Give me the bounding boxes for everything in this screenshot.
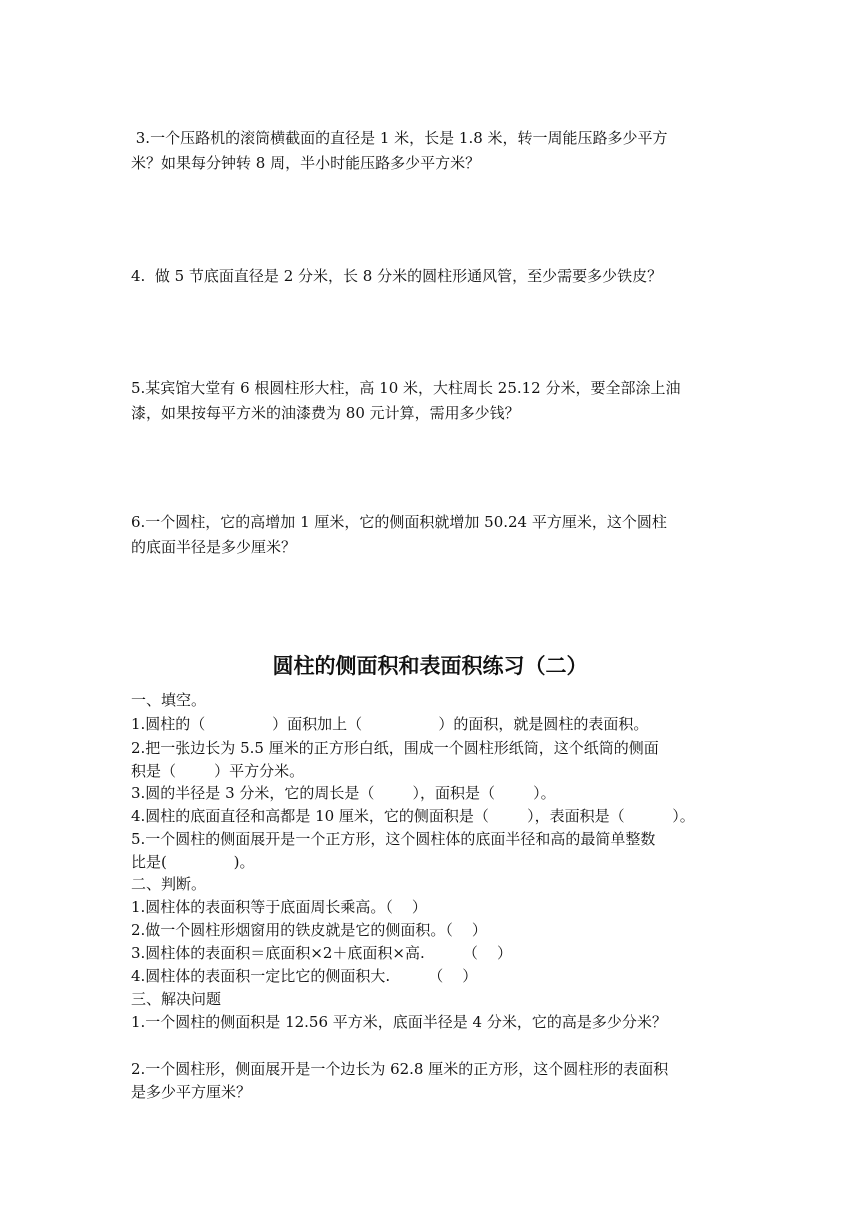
judgment-question-2: 2.做一个圆柱形烟窗用的铁皮就是它的侧面积。（ ）	[131, 921, 487, 939]
fill-in-question-4: 4.圆柱的底面直径和高都是 10 厘米，它的侧面积是（ ），表面积是（ ）。	[131, 807, 695, 825]
word-problem-2-line-2: 是多少平方厘米？	[131, 1083, 252, 1101]
fill-in-question-5-line-1: 5.一个圆柱的侧面展开是一个正方形，这个圆柱体的底面半径和高的最简单整数	[131, 830, 656, 848]
section-3-heading: 三、解决问题	[131, 990, 222, 1008]
section-1-heading: 一、填空。	[131, 691, 207, 709]
judgment-question-1: 1.圆柱体的表面积等于底面周长乘高。（ ）	[131, 898, 427, 916]
problem-5-line-2: 漆，如果按每平方米的油漆费为 80 元计算，需用多少钱？	[131, 404, 520, 422]
problem-5-line-1: 5.某宾馆大堂有 6 根圆柱形大柱，高 10 米，大柱周长 25.12 分米，要全部涂上油	[131, 379, 681, 397]
problem-6-line-2: 的底面半径是多少厘米？	[131, 538, 297, 556]
judgment-question-3: 3.圆柱体的表面积＝底面积×2＋底面积×高. （ ）	[131, 944, 512, 962]
problem-4-line-1: 4. 做 5 节底面直径是 2 分米，长 8 分米的圆柱形通风管，至少需要多少铁皮？	[131, 267, 663, 285]
page-title: 圆柱的侧面积和表面积练习（二）	[272, 653, 588, 678]
fill-in-question-3: 3.圆的半径是 3 分米，它的周长是（ ），面积是（ ）。	[131, 784, 556, 802]
fill-in-question-1: 1.圆柱的（ ）面积加上（ ）的面积，就是圆柱的表面积。	[131, 715, 649, 733]
fill-in-question-2-line-1: 2.把一张边长为 5.5 厘米的正方形白纸，围成一个圆柱形纸筒，这个纸筒的侧面	[131, 739, 659, 757]
word-problem-2-line-1: 2.一个圆柱形，侧面展开是一个边长为 62.8 厘米的正方形，这个圆柱形的表面积	[131, 1060, 669, 1078]
word-problem-1: 1.一个圆柱的侧面积是 12.56 平方米，底面半径是 4 分米，它的高是多少分米？	[131, 1013, 667, 1031]
fill-in-question-2-line-2: 积是（ ）平方分米。	[131, 762, 305, 780]
fill-in-question-5-line-2: 比是( )。	[131, 853, 255, 871]
problem-3-line-1: 3.一个压路机的滚筒横截面的直径是 1 米，长是 1.8 米，转一周能压路多少平方	[131, 129, 668, 147]
problem-6-line-1: 6.一个圆柱，它的高增加 1 厘米，它的侧面积就增加 50.24 平方厘米，这个圆柱	[131, 513, 667, 531]
section-2-heading: 二、判断。	[131, 875, 207, 893]
judgment-question-4: 4.圆柱体的表面积一定比它的侧面积大. （ ）	[131, 967, 478, 985]
problem-3-line-2: 米？如果每分钟转 8 周，半小时能压路多少平方米？	[131, 154, 481, 172]
